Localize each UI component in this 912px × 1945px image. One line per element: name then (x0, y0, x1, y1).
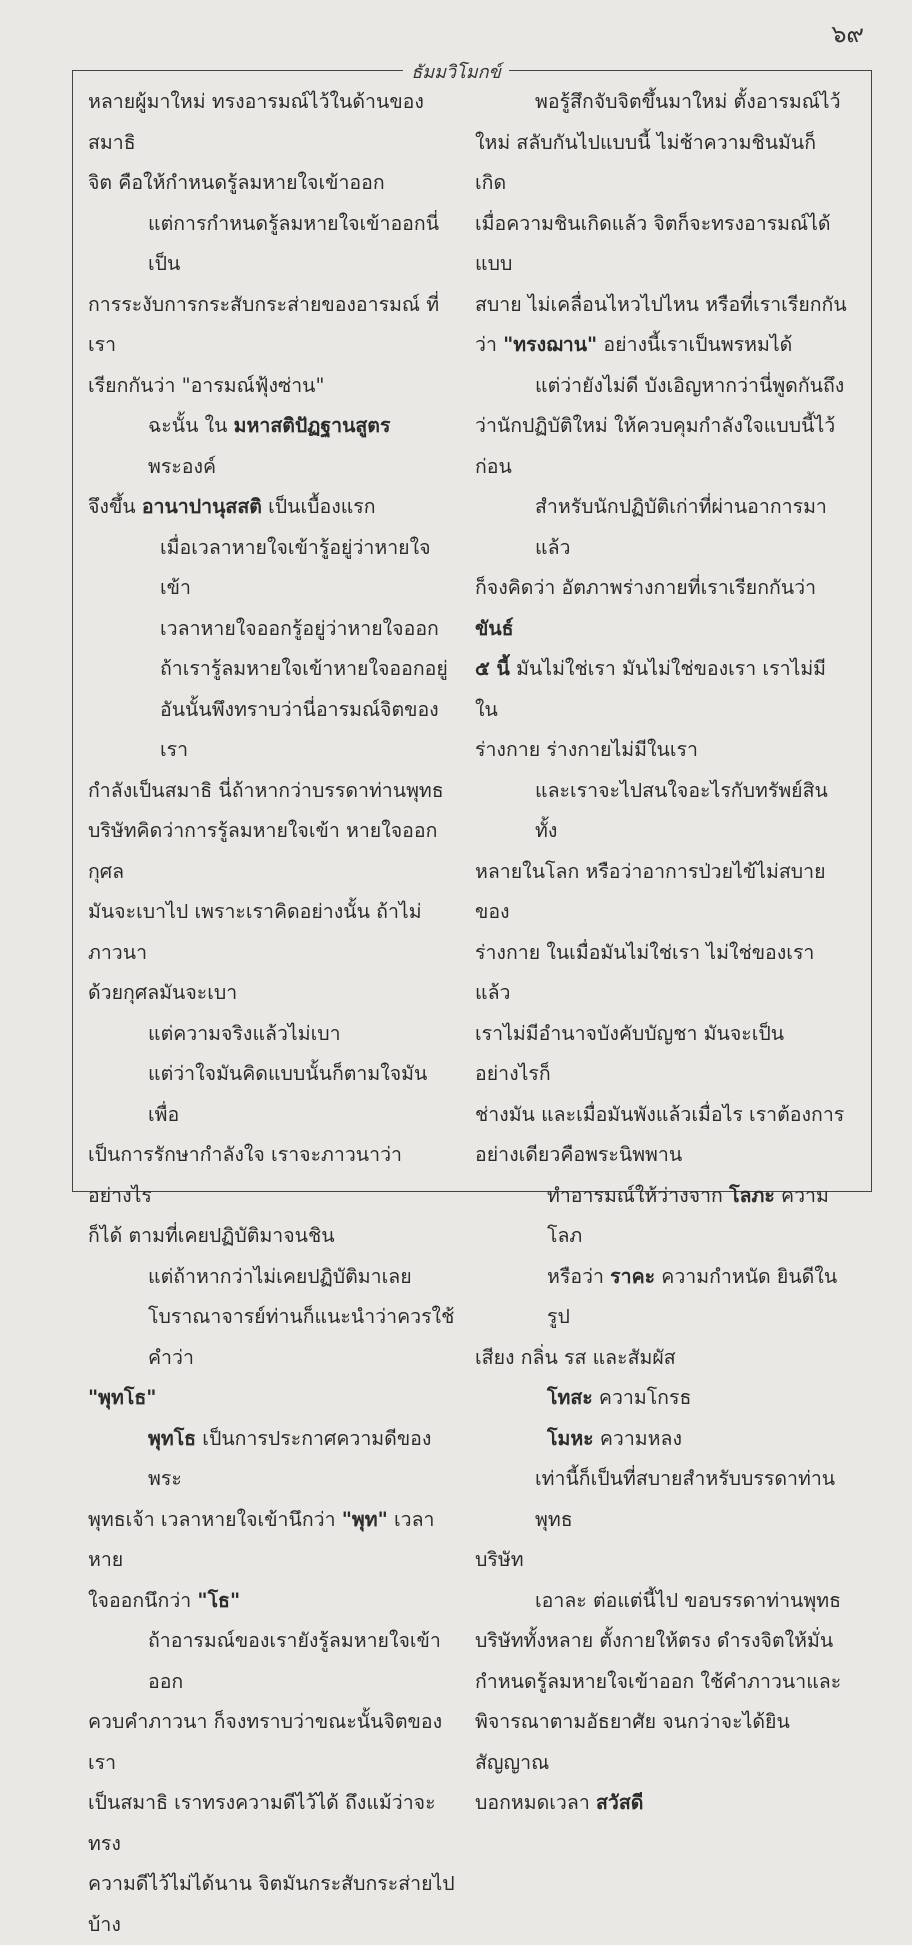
text-line: แต่ว่ายังไม่ดี บังเอิญหากว่านี่พูดกันถึง (535, 373, 845, 397)
text-line: เสียง กลิ่น รส และสัมผัส (475, 1345, 676, 1369)
text-line: จึงขึ้น อานาปานุสสติ เป็นเบื้องแรก (88, 495, 376, 518)
text-line: หลายผู้มาใหม่ ทรงอารมณ์ไว้ในด้านของสมาธิ (88, 90, 424, 154)
text-line: ช่างมัน และเมื่อมันพังแล้วเมื่อไร เราต้องการ (475, 1102, 845, 1126)
text-line: หรือว่า ราคะ ความกำหนัด ยินดีในรูป (547, 1264, 838, 1328)
text-line: การระงับการกระสับกระส่ายของอารมณ์ ที่เรา (88, 292, 440, 356)
text-line: แต่ความจริงแล้วไม่เบา (148, 1021, 341, 1045)
text-line: ด้วยกุศลมันจะเบา (88, 981, 238, 1004)
text-line: หลายในโลก หรือว่าอาการป่วยไข้ไม่สบายของ (475, 859, 826, 923)
text-line: เท่านี้ก็เป็นที่สบายสำหรับบรรดาท่านพุทธ (535, 1467, 836, 1531)
text-line: สบาย ไม่เคลื่อนไหวไปไหน หรือที่เราเรียกกัน (475, 292, 847, 316)
text-line: ถ้าอารมณ์ของเรายังรู้ลมหายใจเข้าออก (148, 1629, 441, 1693)
text-line: กำหนดรู้ลมหายใจเข้าออก ใช้คำภาวนาและ (475, 1669, 842, 1693)
text-line: เมื่อความชินเกิดแล้ว จิตก็จะทรงอารมณ์ได้แบบ (475, 211, 831, 275)
page-number: ๖๙ (831, 20, 864, 48)
text-line: บอกหมดเวลา สวัสดี (475, 1791, 644, 1814)
text-line: ว่า "ทรงฌาน" อย่างนี้เราเป็นพรหมได้ (475, 333, 793, 356)
text-line: และเราจะไปสนใจอะไรกับทรัพย์สินทั้ง (535, 778, 828, 842)
text-line: มันจะเบาไป เพราะเราคิดอย่างนั้น ถ้าไม่ภาวนา (88, 900, 422, 964)
text-line: เมื่อเวลาหายใจเข้ารู้อยู่ว่าหายใจเข้า (160, 535, 431, 599)
text-line: แต่การกำหนดรู้ลมหายใจเข้าออกนี่เป็น (148, 211, 440, 275)
text-line: "พุทโธ" (88, 1386, 157, 1409)
right-column (475, 82, 847, 1824)
text-line: พุทธเจ้า เวลาหายใจเข้านึกว่า "พุท" เวลาหาย (88, 1507, 435, 1571)
text-line: โทสะ ความโกรธ (547, 1386, 692, 1409)
text-line: พอรู้สึกจับจิตขึ้นมาใหม่ ตั้งอารมณ์ไว้ (535, 90, 841, 113)
text-line: จิต คือให้กำหนดรู้ลมหายใจเข้าออก (88, 171, 385, 194)
left-column (88, 82, 460, 1945)
text-line: บริษัททั้งหลาย ตั้งกายให้ตรง ดำรงจิตให้มั่น (475, 1629, 834, 1652)
text-line: ฉะนั้น ใน มหาสติปัฏฐานสูตร พระองค์ (148, 414, 391, 478)
text-line: สำหรับนักปฏิบัติเก่าที่ผ่านอาการมาแล้ว (535, 495, 827, 559)
text-line: พุทโธ เป็นการประกาศความดีของพระ (148, 1426, 432, 1490)
text-line: อันนั้นพึงทราบว่านี่อารมณ์จิตของเรา (160, 697, 439, 761)
text-line: ถ้าเรารู้ลมหายใจเข้าหายใจออกอยู่ (160, 657, 448, 680)
text-line: ควบคำภาวนา ก็จงทราบว่าขณะนั้นจิตของเรา (88, 1710, 443, 1774)
text-line: ร่างกาย ร่างกายไม่มีในเรา (475, 738, 698, 761)
text-line: ก็จงคิดว่า อัตภาพร่างกายที่เราเรียกกันว่า ขันธ์ (475, 576, 817, 640)
text-line: พิจารณาตามอัธยาศัย จนกว่าจะได้ยินสัญญาณ (475, 1710, 790, 1774)
text-line: ความดีไว้ไม่ได้นาน จิตมันกระสับกระส่ายไปบ้าง (88, 1872, 455, 1936)
text-line: ทำอารมณ์ให้ว่างจาก โลภะ ความโลภ (547, 1183, 829, 1247)
text-line: ๕ นี้ มันไม่ใช่เรา มันไม่ใช่ของเรา เราไม่มีใน (475, 657, 827, 721)
text-line: บริษัท (475, 1548, 524, 1571)
text-line: ว่านักปฏิบัติใหม่ ให้ควบคุมกำลังใจแบบนี้ไว้ก่อน (475, 414, 836, 478)
text-line: เวลาหายใจออกรู้อยู่ว่าหายใจออก (160, 616, 439, 640)
text-line: เรียกกันว่า "อารมณ์ฟุ้งซ่าน" (88, 373, 325, 397)
text-line: ใหม่ สลับกันไปแบบนี้ ไม่ช้าความชินมันก็เกิด (475, 130, 817, 194)
text-line: ก็ได้ ตามที่เคยปฏิบัติมาจนชิน (88, 1224, 335, 1247)
text-line: แต่ถ้าหากว่าไม่เคยปฏิบัติมาเลย (148, 1264, 412, 1288)
text-line: เราไม่มีอำนาจบังคับบัญชา มันจะเป็นอย่างไรก็ (475, 1021, 785, 1085)
text-line: บริษัทคิดว่าการรู้ลมหายใจเข้า หายใจออก กุศล (88, 819, 438, 883)
text-line: เป็นสมาธิ เราทรงความดีไว้ได้ ถึงแม้ว่าจะทรง (88, 1791, 436, 1855)
text-line: ใจออกนึกว่า "โธ" (88, 1588, 241, 1612)
text-line: โมหะ ความหลง (547, 1426, 682, 1450)
text-line: อย่างเดียวคือพระนิพพาน (475, 1143, 683, 1166)
text-line: โบราณาจารย์ท่านก็แนะนำว่าควรใช้คำว่า (148, 1305, 455, 1369)
text-line: เป็นการรักษากำลังใจ เราจะภาวนาว่าอย่างไร (88, 1143, 402, 1207)
text-line: ร่างกาย ในเมื่อมันไม่ใช่เรา ไม่ใช่ของเราแล้ว (475, 940, 815, 1004)
text-line: เอาละ ต่อแต่นี้ไป ขอบรรดาท่านพุทธ (535, 1588, 841, 1612)
text-line: กำลังเป็นสมาธิ นี่ถ้าหากว่าบรรดาท่านพุทธ (88, 778, 444, 802)
text-line: แต่ว่าใจมันคิดแบบนั้นก็ตามใจมัน เพื่อ (148, 1062, 428, 1126)
header-title: ธัมมวิโมกข์ (403, 62, 509, 83)
